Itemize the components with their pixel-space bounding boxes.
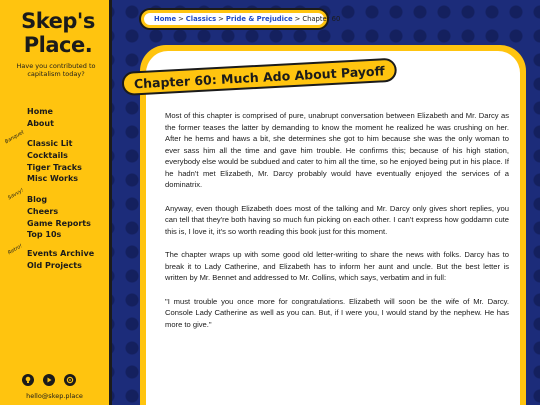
breadcrumb-separator: > [178, 15, 184, 23]
nav-tag-retro: Retro! [7, 243, 24, 257]
article-paragraph: Anyway, even though Elizabeth does most of the talking and Mr. Darcy only gives short replies, you can tell that they're both having so much fun picking on each other. I can't express how goddamn cute this is, I love it, it's so worth reading this book just for this moment. [165, 203, 509, 236]
article-paragraph: The chapter wraps up with some good old letter-writing to share the news with folks. Darcy has to break it to Lady Catherine, and Elizabeth has to inform her aunt and uncle. But the best letter is written by Mr. Bennet and addressed to Mr. Collins, which says, verbatim and in full: [165, 250, 509, 282]
nav-tiger-tracks[interactable]: Tiger Tracks [27, 162, 82, 172]
logo-line-2: Place. [23, 33, 93, 57]
breadcrumb-classics[interactable]: Classics [185, 15, 217, 23]
nav-classic-lit[interactable]: Classic Lit [27, 139, 73, 148]
nav-group-main [27, 106, 111, 130]
breadcrumb-separator: > [218, 15, 224, 23]
nav-old-projects[interactable]: Old Projects [27, 260, 82, 270]
breadcrumb-separator: > [294, 15, 301, 23]
article-quote: "I must trouble you once more for congratulations. Elizabeth will soon be the wife of Mr. Darcy. Console Lady Catherine as well as you can. But, if I were you, I would stand by the nephew. He has more to give." [165, 296, 509, 329]
nav-tag-banquet: Banquet [4, 129, 26, 146]
nav-group-retro [27, 248, 111, 272]
breadcrumb-current: Chapter 60 [302, 15, 341, 23]
nav-group-banquet [27, 138, 111, 185]
at-icon[interactable] [64, 374, 76, 386]
play-icon[interactable] [43, 374, 55, 386]
contact-email[interactable]: hello@skep.place [26, 392, 83, 400]
nav-about[interactable]: About [27, 118, 54, 128]
nav-game-reports[interactable]: Game Reports [27, 218, 91, 228]
nav-home[interactable]: Home [27, 107, 53, 116]
page-title: Chapter 60: Much Ado About Payoff [121, 58, 397, 96]
nav-cheers[interactable]: Cheers [27, 206, 59, 216]
article-paragraph: Most of this chapter is comprised of pure, unabrupt conversation between Elizabeth and Mr. Darcy as the former teases the latter by demanding to know the moment he realized he was crushing on her. After he hems and haws a bit, she determines she got to him because she was the only woman to ever sass him all the time and gave him trouble. He confirms this; because of his high station, everybody else would be subdued and cater to him all the time, so he enjoyed being put in his place. If he hadn't met Elizabeth, Mr. Darcy probably would have eventually enjoyed the services of a dominatrix. [165, 111, 509, 189]
nav-group-savvy [27, 194, 111, 241]
site-logo[interactable] [10, 9, 106, 57]
social-links [22, 374, 76, 386]
breadcrumb-home[interactable]: Home [154, 15, 177, 23]
nav-events-archive[interactable]: Events Archive [27, 249, 95, 258]
nav-tag-savvy: Savvy! [7, 187, 25, 202]
nav-cocktails[interactable]: Cocktails [27, 150, 68, 160]
lightbulb-icon[interactable] [22, 374, 34, 386]
breadcrumb [141, 10, 341, 28]
article-body [165, 110, 509, 342]
logo-line-1: Skep's [21, 9, 95, 33]
site-tagline: Have you contributed to capitalism today? [16, 62, 96, 78]
sidebar [0, 0, 112, 405]
nav-top-10s[interactable]: Top 10s [27, 230, 62, 240]
nav-misc-works[interactable]: Misc Works [27, 174, 79, 184]
breadcrumb-pride-prejudice[interactable]: Pride & Prejudice [225, 15, 293, 23]
nav-blog[interactable]: Blog [27, 195, 48, 204]
